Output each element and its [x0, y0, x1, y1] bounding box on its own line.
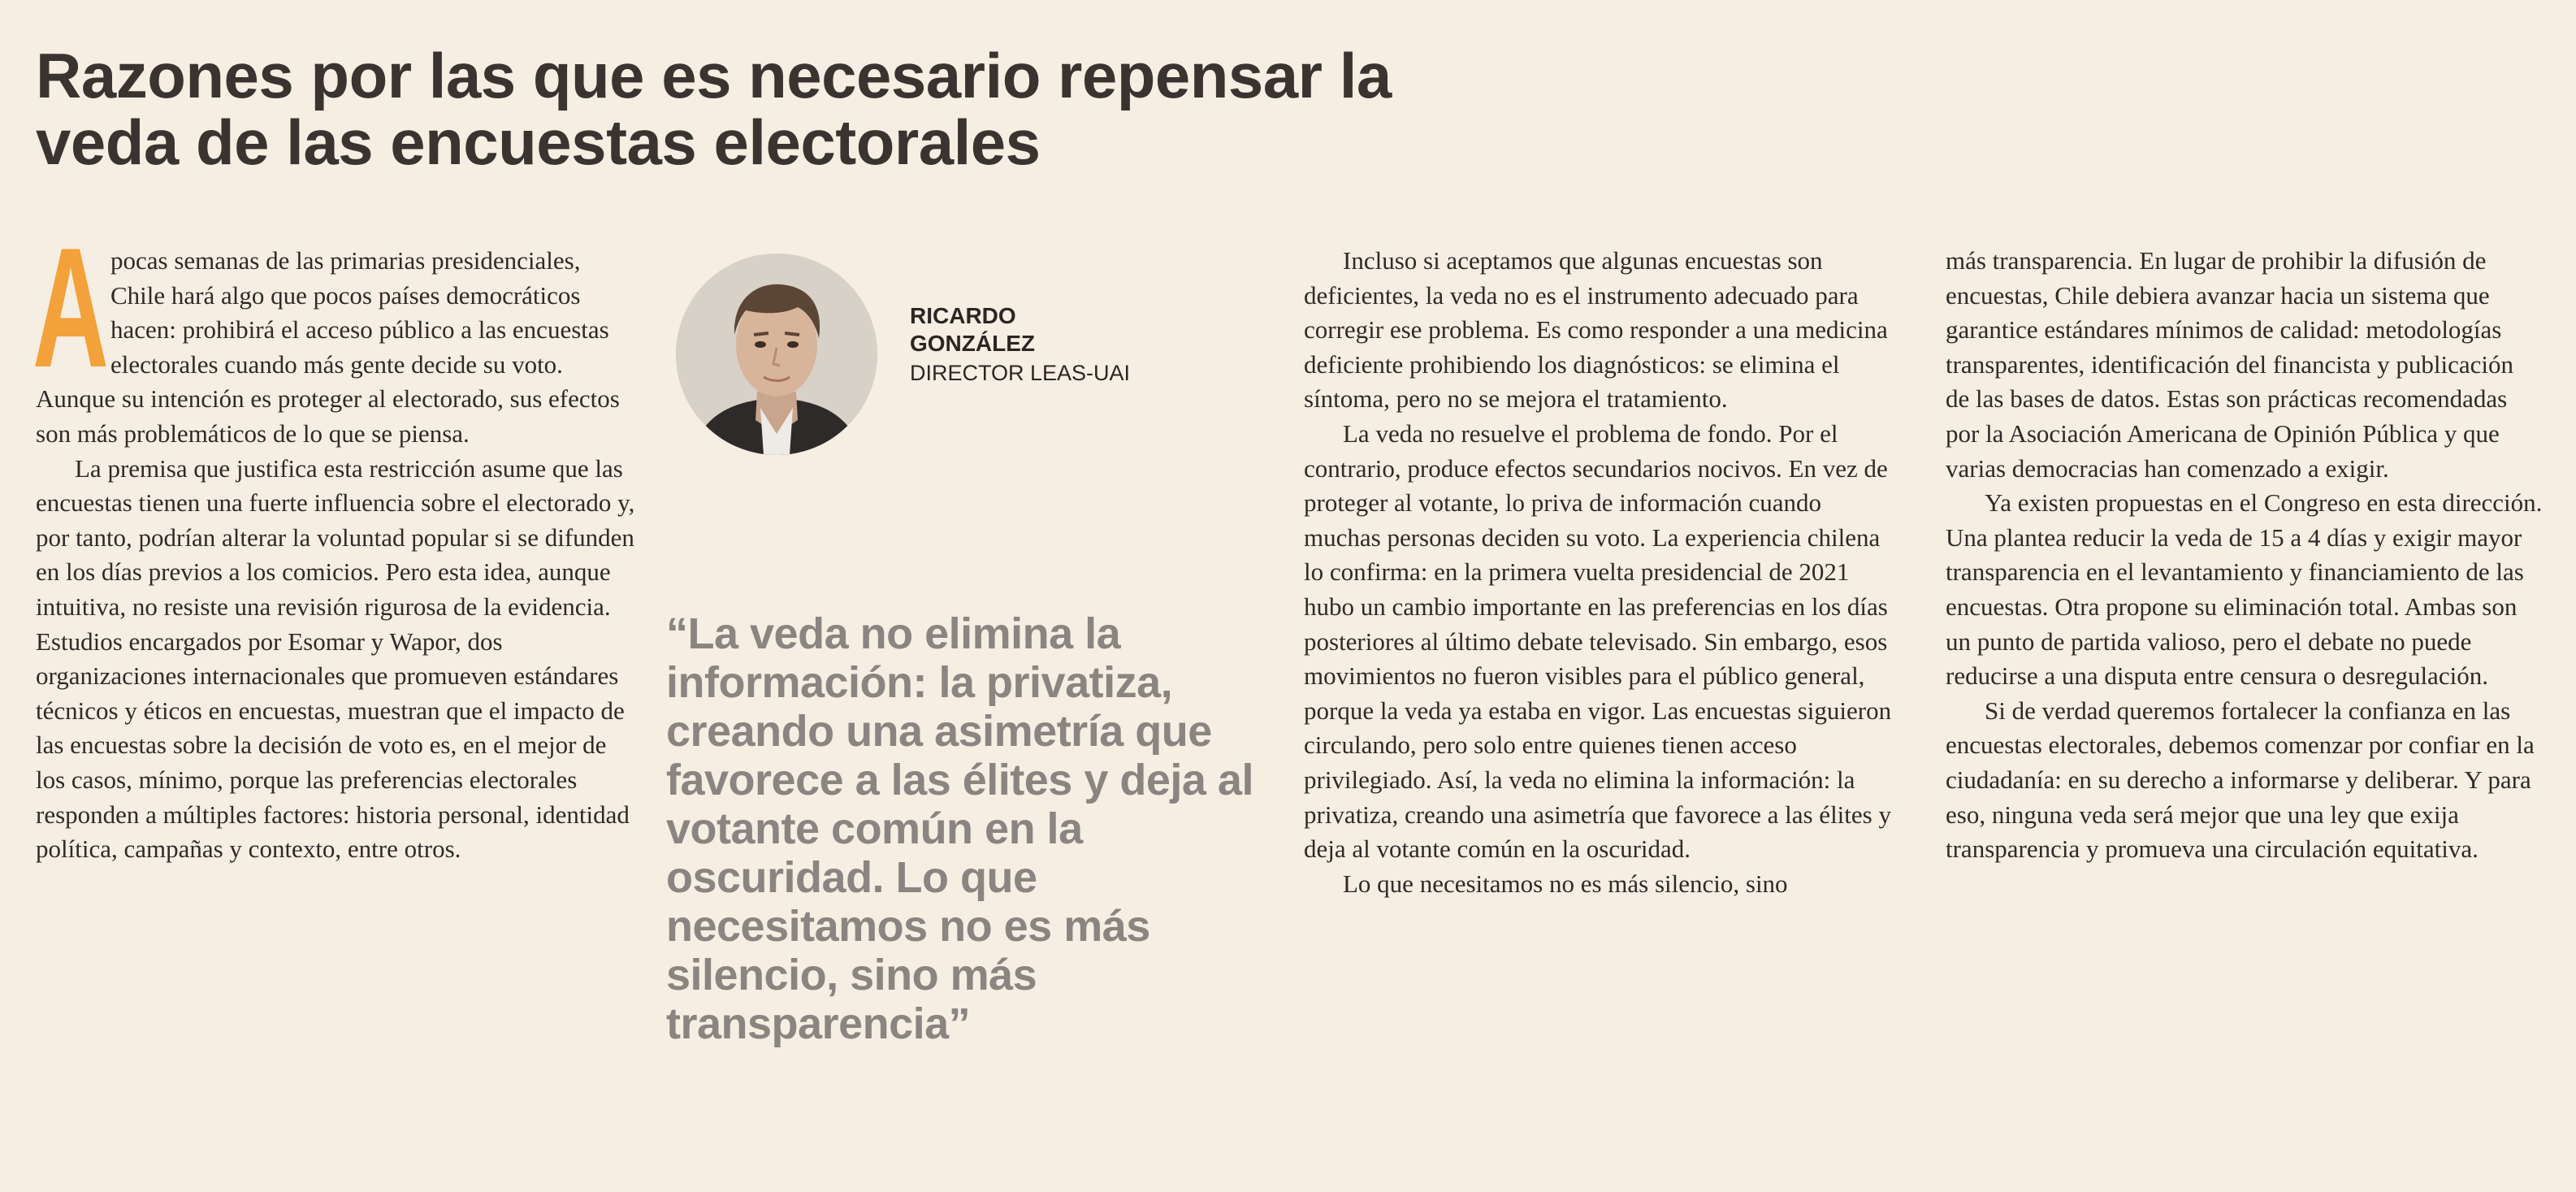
paragraph-8: Si de verdad queremos fortalecer la confianza en las encuestas electorales, debemos comenzar por confiar en la ciudadanía: en su derecho a informarse y deliberar. Y para eso, ninguna veda será mejor que una ley que exija transparencia y promueva una circulación equitativa.: [1946, 696, 2535, 864]
article-headline: Razones por las que es necesario repensar la veda de las encuestas electorales: [36, 40, 1392, 178]
paragraph-6: más transparencia. En lugar de prohibir la difusión de encuestas, Chile debiera avanzar hacia un sistema que garantice estándares mínimos de calidad: metodologías transparentes, identificación del financista y publicación de las bases de datos. Estas son prácticas recomendadas por la Asociación Americana de Opinión Pública y que varias democracias han comenzado a exigir.: [1946, 246, 2513, 483]
author-role: DIRECTOR LEAS-UAI: [910, 361, 1131, 385]
column-4: [1946, 244, 2543, 867]
column-1: [32, 212, 637, 867]
paragraph-5: Lo que necesitamos no es más silencio, sino: [1343, 869, 1788, 898]
pull-quote: “La veda no elimina la información: la privatiza, creando una asimetría que favorece a las élites y deja al votante común en la oscuridad. Lo que necesitamos no es más silencio, sino más transparencia”: [666, 609, 1253, 1048]
paragraph-2: La premisa que justifica esta restricción asume que las encuestas tienen una fuerte influencia sobre el electorado y, por tanto, podrían alterar la voluntad popular si se difunden en los días previos a los comicios. Pero esta idea, aunque intuitiva, no resiste una revisión rigurosa de la evidencia. Estudios encargados por Esomar y Wapor, dos organizaciones internacionales que promueven estándares técnicos y éticos en encuestas, muestran que el impacto de las encuestas sobre la decisión de voto es, en el mejor de los casos, mínimo, porque las preferencias electorales responden a múltiples factores: historia personal, identidad política, campañas y contexto, entre otros.: [36, 453, 635, 864]
author-name: RICARDO GONZÁLEZ: [910, 303, 1035, 356]
author-info: [910, 302, 1130, 387]
drop-cap: A: [32, 212, 110, 403]
paragraph-1-text: pocas semanas de las primarias presidenciales, Chile hará algo que pocos países democráticos hacen: prohibirá el acceso público a las encuestas electorales cuando más gente decide su voto. Aunque su intención es proteger al electorado, sus efectos son más problemáticos de lo que se piensa.: [36, 246, 620, 448]
paragraph-1: [32, 212, 637, 452]
paragraph-7: Ya existen propuestas en el Congreso en esta dirección. Una plantea reducir la veda de 15 a 4 días y exigir mayor transparencia en el levantamiento y financiamiento de las encuestas. Otra propone su eliminación total. Ambas son un punto de partida valioso, pero el debate no puede reducirse a una disputa entre censura o desregulación.: [1946, 488, 2543, 691]
paragraph-4: La veda no resuelve el problema de fondo. Por el contrario, produce efectos secundarios nocivos. En vez de proteger al votante, lo priva de información cuando muchas personas deciden su voto. La experiencia chilena lo confirma: en la primera vuelta presidencial de 2021 hubo un cambio importante en las preferencias en los días posteriores al último debate televisado. Sin embargo, esos movimientos no fueron visibles para el público general, porque la veda ya estaba en vigor. Las encuestas siguieron circulando, pero solo entre quienes tienen acceso privilegiado. Así, la veda no elimina la información: la privatiza, creando una asimetría que favorece a las élites y deja al votante común en la oscuridad.: [1304, 418, 1892, 864]
author-photo: [676, 254, 877, 455]
paragraph-3: Incluso si aceptamos que algunas encuestas son deficientes, la veda no es el instrumento adecuado para corregir ese problema. Es como responder a una medicina deficiente prohibiendo los diagnósticos: se elimina el síntoma, pero no se mejora el tratamiento.: [1304, 246, 1888, 414]
author-portrait-image: [676, 254, 877, 455]
column-3: [1304, 244, 1893, 901]
